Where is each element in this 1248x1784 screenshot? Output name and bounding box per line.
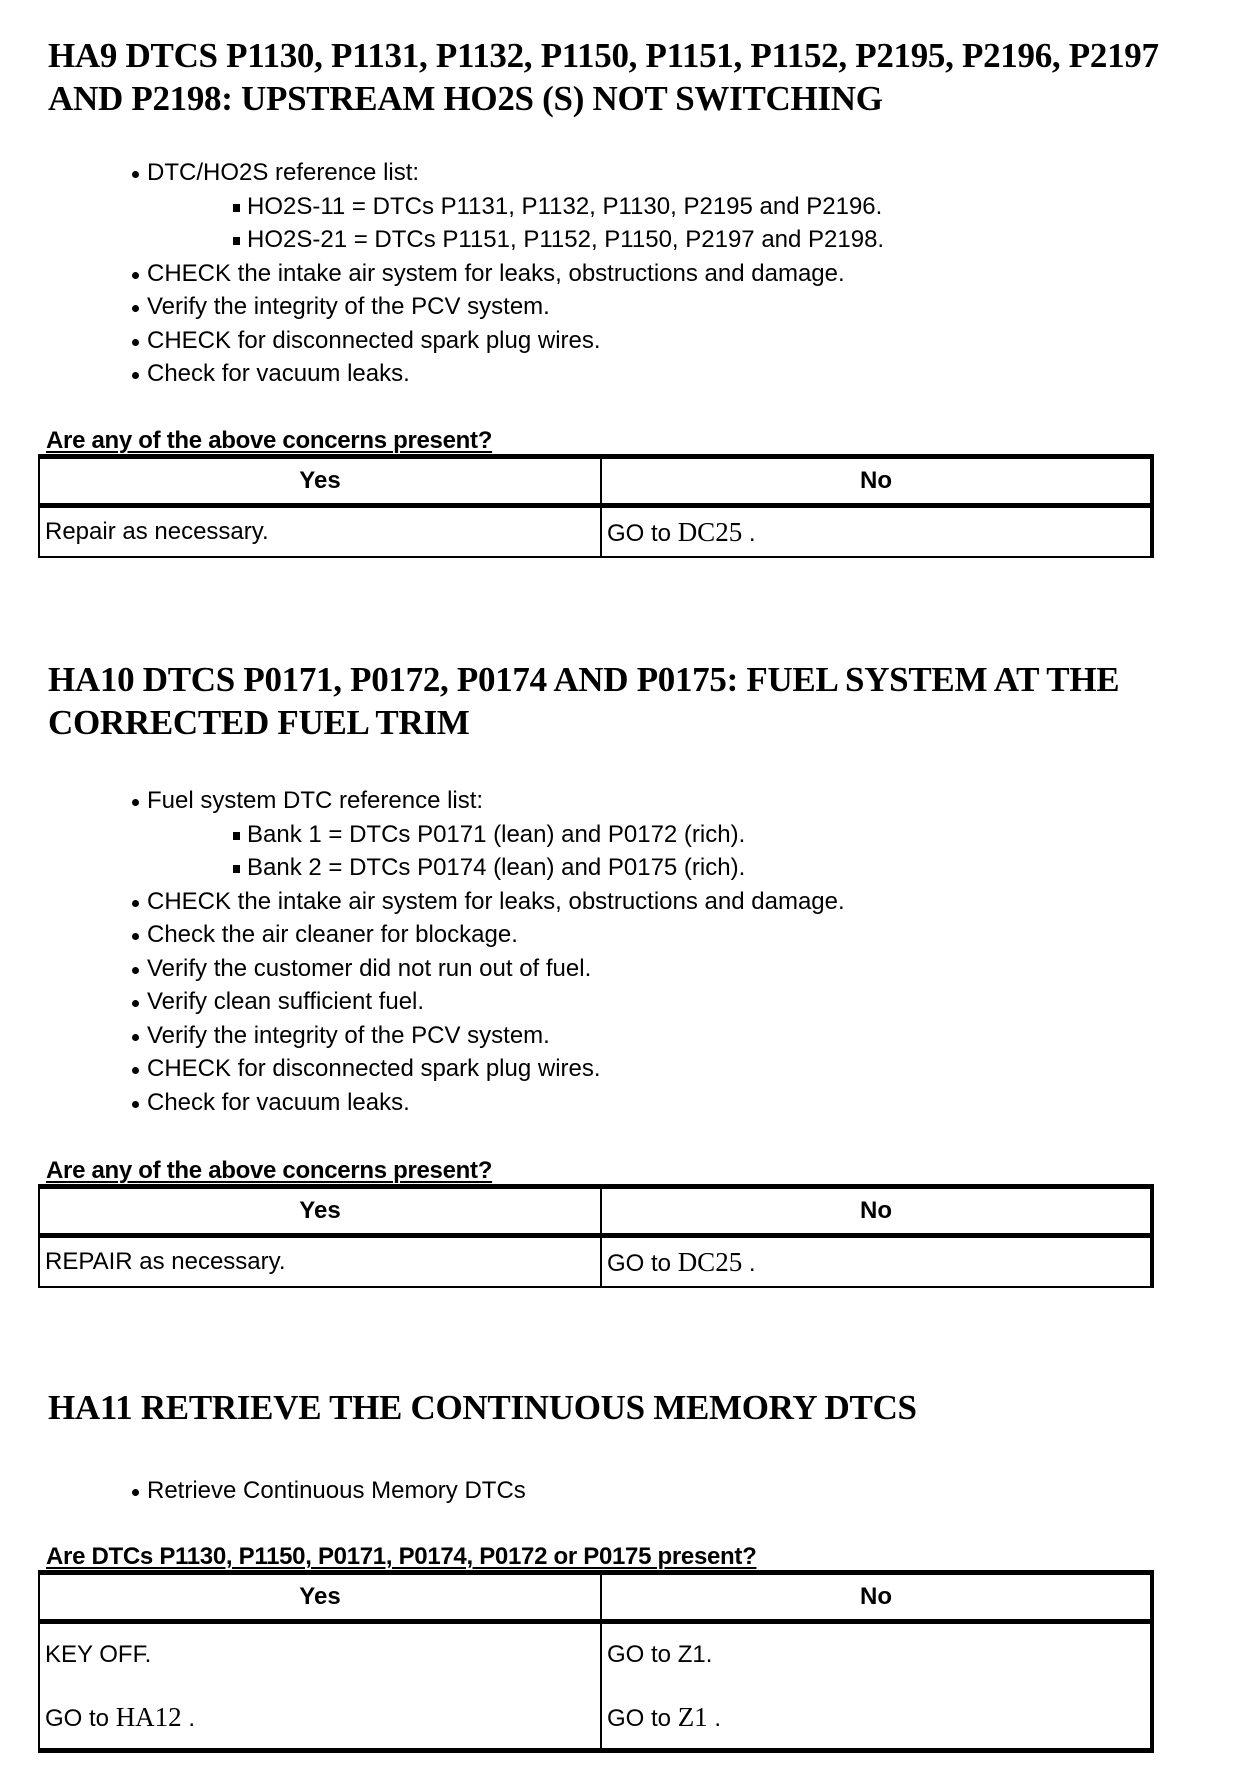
yes-cell: KEY OFF. — [39, 1622, 601, 1687]
yes-cell-suffix: . — [181, 1704, 196, 1732]
question-label: Are any of the above concerns present? — [46, 427, 493, 454]
bullet-item: Verify the integrity of the PCV system. — [130, 1019, 845, 1053]
column-header-no: No — [601, 1573, 1152, 1622]
goto-link-ha12[interactable]: HA12 — [115, 1701, 182, 1732]
sub-bullet-item: HO2S-21 = DTCs P1151, P1152, P1150, P2197 and P2198. — [130, 223, 884, 257]
yes-cell-prefix: GO to — [45, 1704, 116, 1732]
no-cell — [601, 506, 1152, 558]
yes-no-table — [38, 1570, 1154, 1753]
bullet-list — [130, 156, 884, 391]
yes-no-table — [38, 454, 1154, 558]
sub-bullet-item: Bank 1 = DTCs P0171 (lean) and P0172 (rich). — [130, 818, 845, 852]
bullet-list — [130, 1474, 526, 1508]
table-row — [39, 1686, 1152, 1751]
bullet-item: Check for vacuum leaks. — [130, 357, 884, 391]
section-heading: HA9 DTCS P1130, P1131, P1132, P1150, P1151, P1152, P2195, P2196, P2197 AND P2198: UPSTREAM HO2S (S) NOT SWITCHING — [48, 36, 1159, 118]
yes-cell — [39, 1686, 601, 1751]
question-label: Are any of the above concerns present? — [46, 1157, 493, 1184]
no-cell — [601, 1236, 1152, 1288]
no-cell: GO to Z1. — [601, 1622, 1152, 1687]
column-header-no: No — [601, 457, 1152, 506]
bullet-item: DTC/HO2S reference list: — [130, 156, 884, 190]
column-header-no: No — [601, 1187, 1152, 1236]
no-cell-prefix: GO to — [607, 519, 678, 547]
no-cell-suffix: . — [707, 1704, 722, 1732]
table-row — [39, 506, 1152, 558]
sub-bullet-item: HO2S-11 = DTCs P1131, P1132, P1130, P2195 and P2196. — [130, 190, 884, 224]
bullet-item: Verify clean sufficient fuel. — [130, 985, 845, 1019]
bullet-item: Check for vacuum leaks. — [130, 1086, 845, 1120]
table-row — [39, 1622, 1152, 1687]
bullet-item: Fuel system DTC reference list: — [130, 784, 845, 818]
question-label: Are DTCs P1130, P1150, P0171, P0174, P0172 or P0175 present? — [46, 1543, 757, 1570]
no-cell-prefix: GO to — [607, 1249, 678, 1277]
bullet-list — [130, 784, 845, 1119]
bullet-item: Verify the integrity of the PCV system. — [130, 290, 884, 324]
column-header-yes: Yes — [39, 457, 601, 506]
no-cell-suffix: . — [742, 519, 756, 547]
yes-cell: REPAIR as necessary. — [39, 1236, 601, 1288]
column-header-yes: Yes — [39, 1573, 601, 1622]
bullet-item: Retrieve Continuous Memory DTCs — [130, 1474, 526, 1508]
section-heading: HA10 DTCS P0171, P0172, P0174 AND P0175: FUEL SYSTEM AT THE CORRECTED FUEL TRIM — [48, 660, 1120, 742]
no-cell-suffix: . — [742, 1249, 756, 1277]
bullet-item: Verify the customer did not run out of fuel. — [130, 952, 845, 986]
section-heading: HA11 RETRIEVE THE CONTINUOUS MEMORY DTCS — [48, 1388, 917, 1427]
bullet-item: Check the air cleaner for blockage. — [130, 918, 845, 952]
bullet-item: CHECK the intake air system for leaks, obstructions and damage. — [130, 257, 884, 291]
yes-no-table — [38, 1184, 1154, 1288]
sub-bullet-item: Bank 2 = DTCs P0174 (lean) and P0175 (rich). — [130, 851, 845, 885]
no-cell — [601, 1686, 1152, 1751]
no-cell-prefix: GO to — [607, 1704, 678, 1732]
goto-link-dc25[interactable]: DC25 — [677, 1246, 743, 1277]
column-header-yes: Yes — [39, 1187, 601, 1236]
goto-link-z1[interactable]: Z1 — [677, 1701, 708, 1732]
bullet-item: CHECK for disconnected spark plug wires. — [130, 1052, 845, 1086]
table-row — [39, 1236, 1152, 1288]
bullet-item: CHECK the intake air system for leaks, obstructions and damage. — [130, 885, 845, 919]
yes-cell: Repair as necessary. — [39, 506, 601, 558]
bullet-item: CHECK for disconnected spark plug wires. — [130, 324, 884, 358]
goto-link-dc25[interactable]: DC25 — [677, 516, 743, 547]
